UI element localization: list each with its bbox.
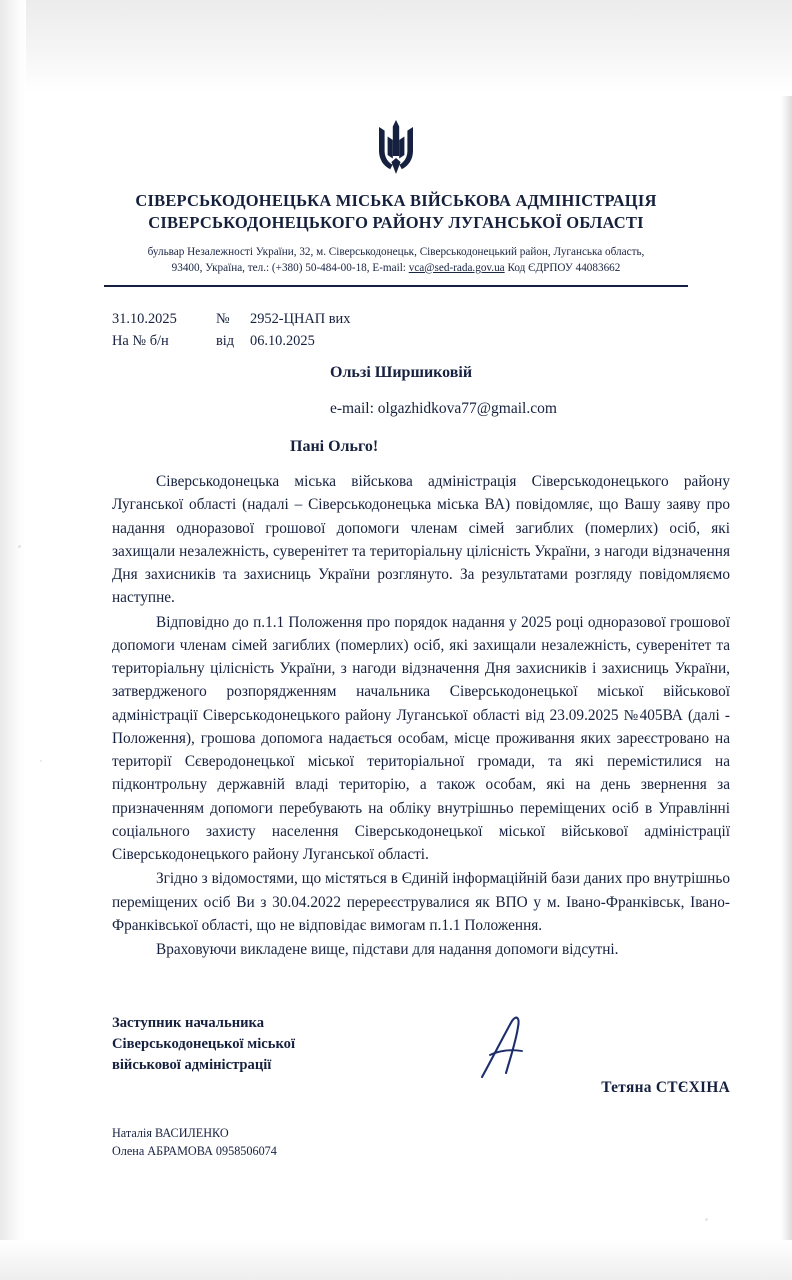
incoming-date: 06.10.2025: [250, 332, 315, 349]
reference-row-incoming: [112, 331, 792, 353]
signer-title: [112, 1013, 442, 1075]
incoming-label: На № б/н: [112, 332, 169, 349]
letter-body: [112, 470, 730, 961]
signer-title-line2: Сіверськодонецької міської: [112, 1036, 296, 1053]
ukraine-trident-icon: [373, 163, 419, 180]
salutation: Пані Ольго!: [290, 438, 379, 456]
header-divider: [104, 285, 688, 287]
address-line-2: [60, 260, 732, 276]
organization-title-line1: СІВЕРСЬКОДОНЕЦЬКА МІСЬКА ВІЙСЬКОВА АДМІНІСТРАЦІЯ: [135, 191, 657, 210]
body-paragraph-2: Відповідно до п.1.1 Положення про порядок надання у 2025 році одноразової грошової допомоги членам сімей загиблих (померлих) осіб, які захищали незалежність, суверенітет та територіальну цілісність України, з нагоди відзначення Дня захисників і захисниць України, затвердженого розпорядженням начальника Сіверськодонецької міської військової адміністрації Сіверськодонецького району Луганської області від 23.09.2025 №405ВА (далі - Положення), грошова допомога надається особам, місце проживання яких зареєстровано на території Сєверодонецької міської територіальної громади, та які перемістилися на підконтрольну державній владі територію, а також особам, які на день звернення за призначенням допомоги перебувають на обліку внутрішньо переміщених осіб в Управлінні соціального захисту населення Сіверськодонецької міської військової адміністрації Сіверськодонецького району Луганської області.: [112, 613, 730, 864]
outgoing-date: 31.10.2025: [112, 311, 177, 327]
signer-title-line3: військової адміністрації: [112, 1056, 272, 1073]
organization-title-line2: СІВЕРСЬКОДОНЕЦЬКОГО РАЙОНУ ЛУГАНСЬКОЇ ОБЛАСТІ: [148, 212, 644, 232]
email-link[interactable]: vca@sed-rada.gov.ua: [408, 261, 505, 274]
address-line2-prefix: 93400, Україна, тел.: (+380) 50-484-00-18, E-mail:: [171, 261, 409, 274]
handwritten-signature-icon: [470, 1015, 550, 1087]
addressee-name: Ользі Ширшиковій: [330, 364, 473, 382]
body-paragraph-4: Враховуючи викладене вище, підстави для надання допомоги відсутні.: [156, 941, 619, 959]
organization-title: [44, 190, 748, 234]
reference-block: [0, 309, 792, 352]
signer-title-line1: Заступник начальника: [112, 1015, 265, 1032]
address-line-1: бульвар Незалежності України, 32, м. Сіверськодонецьк, Сіверськодонецький район, Луганська область,: [147, 245, 645, 258]
executor-2: Олена АБРАМОВА 0958506074: [112, 1144, 277, 1159]
address-line2-suffix: Код ЄДРПОУ 44083662: [504, 261, 621, 274]
executor-1: Наталія ВАСИЛЕНКО: [112, 1126, 229, 1141]
body-paragraph-1: Сіверськодонецька міська військова адміністрація Сіверськодонецького району Луганської області (надалі – Сіверськодонецька міська ВА) повідомляє, що Вашу заяву про надання одноразової грошової допомоги членам сімей загиблих (померлих) осіб, які захищали незалежність, суверенітет та територіальну цілісність України, з нагоди відзначення Дня захисників та захисниць України розглянуто. За результатами розгляду повідомляємо наступне.: [112, 473, 730, 607]
addressee-email: [0, 400, 792, 418]
reference-row-outgoing: [112, 309, 792, 331]
email-label: e-mail:: [330, 400, 378, 418]
number-symbol: №: [216, 311, 230, 327]
outgoing-number: 2952-ЦНАП вих: [250, 311, 351, 327]
signer-name: Тетяна СТЄХІНА: [601, 1079, 730, 1097]
email-address: olgazhidkova77@gmail.com: [377, 400, 557, 418]
from-label: від: [216, 332, 235, 349]
executors-block: [0, 1125, 792, 1160]
emblem-container: [0, 0, 792, 176]
organization-address: [60, 244, 732, 276]
body-paragraph-3: Згідно з відомостями, що містяться в Єдиній інформаційній бази даних про внутрішньо переміщених осіб Ви з 30.04.2022 перереєструвалися як ВПО у м. Івано-Франківськ, Івано-Франківської області, що не відповідає вимогам п.1.1 Положення.: [112, 870, 730, 934]
signature-block: [0, 1013, 792, 1099]
